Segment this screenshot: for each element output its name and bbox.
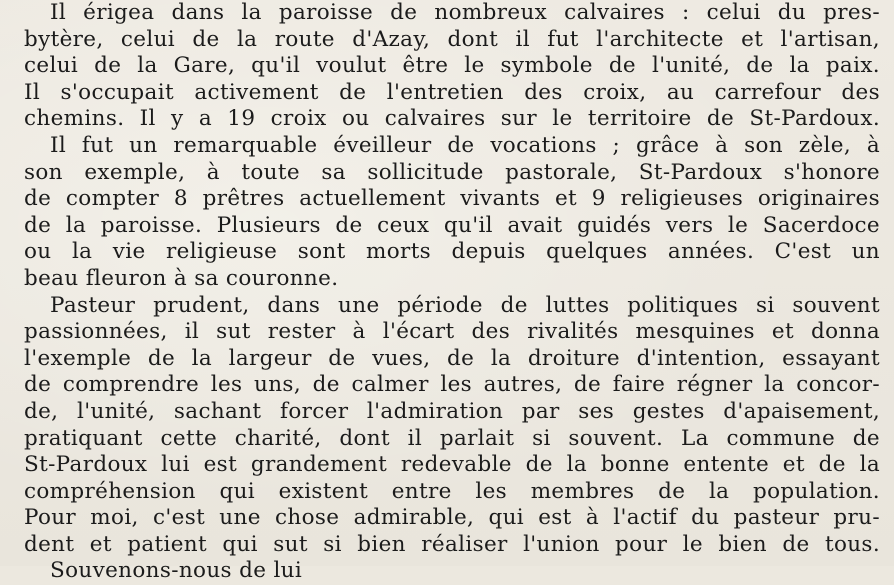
- text-line: chemins. Il y a 19 croix ou calvaires sur le territoire de St-Pardoux.: [24, 106, 880, 132]
- text-line: beau fleuron à sa couronne.: [24, 265, 339, 291]
- text-line: de la paroisse. Plusieurs de ceux qu'il avait guidés vers le Sacerdoce: [24, 212, 880, 238]
- text-line: bytère, celui de la route d'Azay, dont il fut l'architecte et l'artisan,: [24, 26, 880, 52]
- text-line: passionnées, il sut rester à l'écart des rivalités mesquines et donna: [24, 319, 880, 345]
- text-line: Pour moi, c'est une chose admirable, qui est à l'actif du pasteur pru-: [24, 505, 880, 531]
- text-line: l'exemple de la largeur de vues, de la droiture d'intention, essayant: [24, 345, 880, 371]
- text-line: pratiquant cette charité, dont il parlait si souvent. La commune de: [24, 425, 880, 451]
- text-line: ou la vie religieuse sont morts depuis quelques années. C'est un: [24, 239, 880, 265]
- document-text: [24, 0, 880, 584]
- text-line: St-Pardoux lui est grandement redevable de la bonne entente et de la: [24, 452, 880, 478]
- text-line: compréhension qui existent entre les membres de la population.: [24, 478, 880, 504]
- text-line: de comprendre les uns, de calmer les autres, de faire régner la concor-: [24, 372, 880, 398]
- text-line: Il s'occupait activement de l'entretien des croix, au carrefour des: [24, 79, 880, 105]
- text-line: de compter 8 prêtres actuellement vivants et 9 religieuses originaires: [24, 186, 880, 212]
- text-line: Souvenons-nous de lui: [50, 558, 303, 584]
- text-line: dent et patient qui sut si bien réaliser l'union pour le bien de tous.: [24, 531, 880, 557]
- text-line: Pasteur prudent, dans une période de luttes politiques si souvent: [50, 292, 880, 318]
- text-line: celui de la Gare, qu'il voulut être le symbole de l'unité, de la paix.: [24, 53, 880, 79]
- text-line: son exemple, à toute sa sollicitude pastorale, St-Pardoux s'honore: [24, 159, 880, 185]
- text-line: Il fut un remarquable éveilleur de vocations ; grâce à son zèle, à: [50, 132, 880, 158]
- text-line: de, l'unité, sachant forcer l'admiration par ses gestes d'apaisement,: [24, 398, 880, 424]
- text-line: Il érigea dans la paroisse de nombreux calvaires : celui du pres-: [50, 0, 880, 25]
